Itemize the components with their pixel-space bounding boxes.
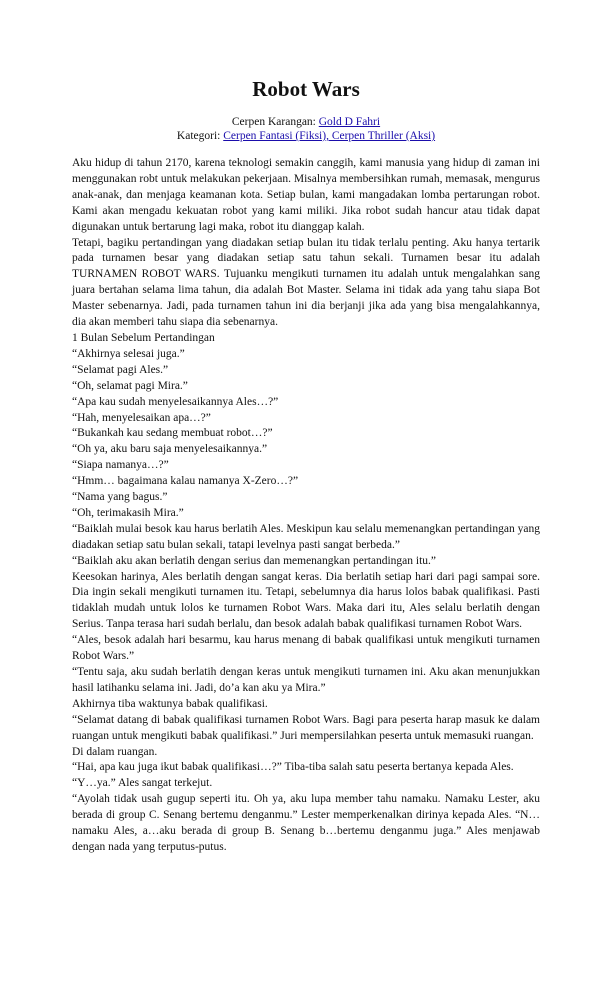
paragraph: “Hai, apa kau juga ikut babak qualifikasi…?” Tiba-tiba salah satu peserta bertanya kepada Ales.	[72, 761, 514, 774]
paragraph: “Tentu saja, aku sudah berlatih dengan keras untuk mengikuti turnamen ini. Aku akan menunjukkan hasil latihanku selama ini. Jadi, do’a kan aku ya Mira.”	[72, 666, 540, 694]
paragraph: “Apa kau sudah menyelesaikannya Ales…?”	[72, 395, 279, 408]
article-title: Robot Wars	[252, 77, 360, 101]
author-line	[72, 115, 540, 129]
paragraph: “Akhirnya selesai juga.”	[72, 347, 185, 360]
paragraph: “Y…ya.” Ales sangat terkejut.	[72, 777, 213, 790]
category-label: Kategori:	[176, 130, 221, 142]
paragraph: “Ales, besok adalah hari besarmu, kau harus menang di babak qualifikasi untuk mengikuti turnamen Robot Wars.”	[72, 634, 540, 663]
paragraph: Tetapi, bagiku pertandingan yang diadakan setiap bulan itu tidak terlalu penting. Aku hanya tertarik pada turnamen besar yang diadakan setiap satu tahun sekali. Turnamen besar itu adalah TURNAMEN ROBOT WARS. Tujuanku mengikuti turnamen itu adalah untuk mengalahkan sang juara bertahan selama lima tahun, dia adalah Bot Master. Selama ini tidak ada yang tahu siapa Bot Master sebenarnya. Jadi, pada turnamen tahun ini dia berjanji jika ada yang bisa mengalahkannya, dia akan memberi tahu siapa dia sebenarnya.	[72, 236, 540, 329]
paragraph: “Hah, menyelesaikan apa…?”	[72, 411, 211, 424]
paragraph: “Oh, selamat pagi Mira.”	[72, 379, 188, 392]
author-label: Cerpen Karangan:	[231, 116, 316, 128]
author-link[interactable]: Gold D Fahri	[318, 116, 381, 128]
paragraph: “Oh, terimakasih Mira.”	[72, 506, 184, 519]
paragraph: “Hmm… bagaimana kalau namanya X-Zero…?”	[72, 475, 299, 488]
paragraph: “Selamat datang di babak qualifikasi turnamen Robot Wars. Bagi para peserta harap masuk ke dalam ruangan untuk mengikuti babak qualifikasi.” Juri mempersilahkan peserta untuk memasuki ruangan.	[72, 713, 540, 742]
category-line	[72, 129, 540, 143]
article-meta	[72, 115, 540, 143]
paragraph: “Baiklah aku akan berlatih dengan serius dan memenangkan pertandingan itu.”	[72, 554, 437, 567]
story-body	[72, 156, 540, 856]
paragraph: “Siapa namanya…?”	[72, 459, 169, 472]
paragraph: Keesokan harinya, Ales berlatih dengan sangat keras. Dia berlatih setiap hari dari pagi sampai sore. Dia ingin sekali mengikuti turnamen itu. Tetapi, sebelumnya dia harus lolos babak qualifikasi. Pasti tidaklah mudah untuk lolos ke turnamen Robot Wars. Maka dari itu, Ales selalu berlatih dengan Serius. Tanpa terasa hari sudah berlalu, dan besok adalah babak qualifikasi turnamen Robot Wars.	[72, 570, 540, 631]
paragraph: “Bukankah kau sedang membuat robot…?”	[72, 427, 273, 440]
paragraph: Akhirnya tiba waktunya babak qualifikasi.	[72, 697, 268, 710]
article	[72, 0, 540, 856]
paragraph: 1 Bulan Sebelum Pertandingan	[72, 331, 215, 344]
paragraph: “Oh ya, aku baru saja menyelesaikannya.”	[72, 443, 268, 456]
paragraph: Aku hidup di tahun 2170, karena teknologi semakin canggih, kami manusia yang hidup di zaman ini menggunakan robt untuk melakukan pekerjaan. Misalnya membersihkan rumah, memasak, mengurus anak-anak, dan menjaga keamanan kota. Setiap bulan, kami mangadakan lomba pertarungan robot. Kami akan mengadu kekuatan robot yang kami miliki. Jika robot sudah hancur atau tidak dapat digunakan untuk bertarung lagi maka, robot itu dianggap kalah.	[72, 157, 540, 233]
category-links[interactable]: Cerpen Fantasi (Fiksi), Cerpen Thriller (Aksi)	[223, 130, 436, 142]
paragraph: “Ayolah tidak usah gugup seperti itu. Oh ya, aku lupa member tahu namaku. Namaku Lester, aku berada di group C. Senang bertemu denganmu.” Lester memperkenalkan dirinya kepada Ales. “N…namaku Ales, a…aku berada di group B. Senang b…bertemu denganmu juga.” Ales menjawab dengan nada yang terputus-putus.	[72, 793, 540, 853]
paragraph: “Nama yang bagus.”	[72, 491, 168, 504]
paragraph: “Selamat pagi Ales.”	[72, 363, 169, 376]
paragraph: “Baiklah mulai besok kau harus berlatih Ales. Meskipun kau selalu memenangkan pertandingan yang diadakan setiap satu bulan sekali, tatapi levelnya pasti sangat berbeda.”	[72, 522, 540, 551]
paragraph: Di dalam ruangan.	[72, 745, 158, 758]
